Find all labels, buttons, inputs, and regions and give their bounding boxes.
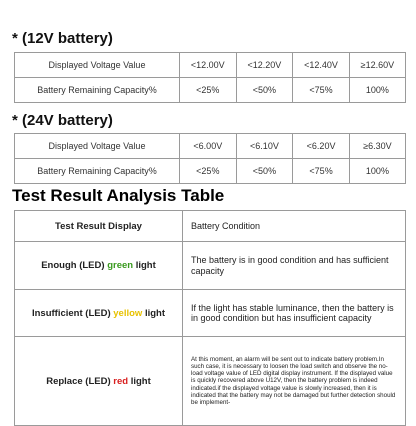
table-row [15,78,406,103]
capacity-cell: <50% [236,159,293,184]
voltage-cell: ≥6.30V [349,134,405,159]
analysis-table [14,210,406,426]
table-row [15,290,406,337]
result-label-enough [15,242,183,290]
capacity-cell: 100% [349,78,405,103]
table-row [15,134,406,159]
voltage-cell: <6.10V [236,134,293,159]
result-label-insufficient [15,290,183,337]
voltage-cell: <12.40V [293,53,350,78]
voltage-row-label: Displayed Voltage Value [15,53,180,78]
result-prefix: Enough (LED) [41,260,105,271]
table-12v [14,52,406,103]
table-row [15,53,406,78]
voltage-row-label: Displayed Voltage Value [15,134,180,159]
result-suffix: light [130,375,151,387]
capacity-row-label: Battery Remaining Capacity% [15,159,180,184]
capacity-cell: <75% [293,78,350,103]
result-suffix: light [144,307,166,319]
column-header-result: Test Result Display [15,211,183,242]
condition-text: If the light has stable luminance, then the battery is in good condition but has insufficient capacity [183,290,406,337]
table-row [15,242,406,290]
condition-text: At this moment, an alarm will be sent out to indicate battery problem.In such case, it is necessary to loosen the load switch and observe the no-load voltage value of LED digital display instrument. If the displayed value is quickly recovered above U12V, then the battery problem is indeed indicated.if the displayed voltage value is slowly increased, then it is indicated that the battery may not be damaged but further detection should be implement- [183,337,406,426]
table-row [15,159,406,184]
capacity-cell: <50% [236,78,293,103]
voltage-cell: <6.20V [293,134,350,159]
capacity-cell: <75% [293,159,350,184]
voltage-cell: <12.20V [236,53,293,78]
voltage-cell: <12.00V [180,53,237,78]
section-24v-title: * (24V battery) [12,112,113,129]
voltage-cell: <6.00V [180,134,237,159]
column-header-condition: Battery Condition [183,211,406,242]
capacity-cell: <25% [180,78,237,103]
condition-text: The battery is in good condition and has sufficient capacity [183,242,406,290]
result-label-replace [15,337,183,426]
section-12v-title: * (12V battery) [12,30,113,47]
capacity-cell: <25% [180,159,237,184]
color-word-red: red [113,375,129,387]
table-24v [14,133,406,184]
color-word-yellow: yellow [113,307,143,319]
table-header-row [15,211,406,242]
analysis-title: Test Result Analysis Table [12,186,225,205]
result-prefix: Insufficient (LED) [31,307,111,319]
result-suffix: light [135,260,156,271]
voltage-cell: ≥12.60V [349,53,405,78]
table-row [15,337,406,426]
capacity-row-label: Battery Remaining Capacity% [15,78,180,103]
color-word-green: green [107,260,134,271]
result-prefix: Replace (LED) [46,375,111,387]
capacity-cell: 100% [349,159,405,184]
